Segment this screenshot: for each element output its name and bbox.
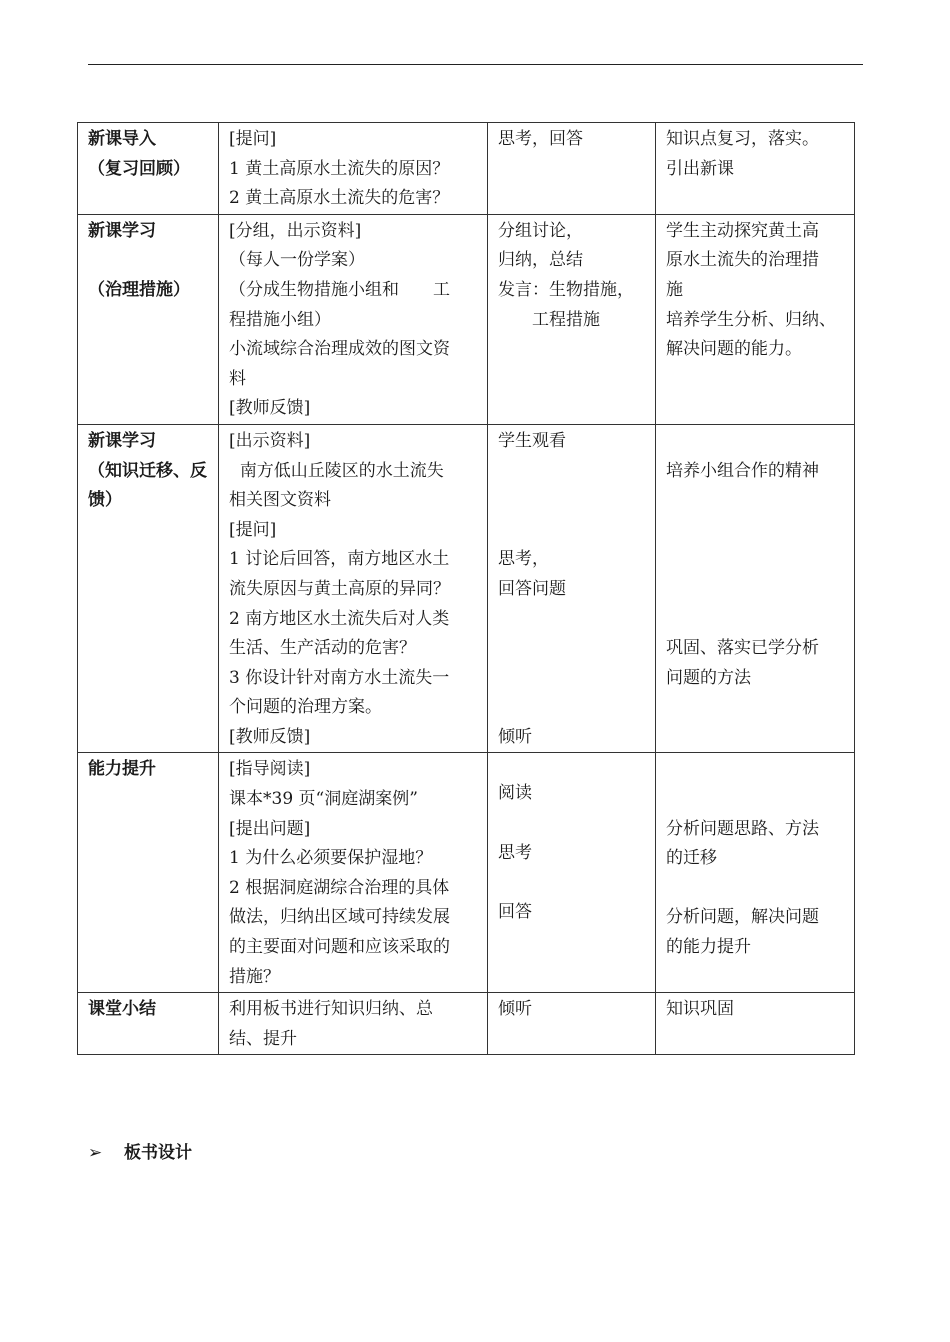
student-activity-cell: 分组讨论， 归纳，总结 发言：生物措施， 工程措施	[488, 214, 656, 424]
teacher-activity-cell: [提问] 1 黄土高原水土流失的原因？ 2 黄土高原水土流失的危害？	[219, 123, 488, 215]
stage-cell: 新课导入 （复习回顾）	[78, 123, 219, 215]
design-intent-cell: 知识巩固	[656, 993, 855, 1055]
student-activity-cell: 思考，回答	[488, 123, 656, 215]
table-row	[78, 424, 855, 753]
student-activity-cell: 阅读 思考 回答	[488, 753, 656, 993]
teacher-activity-cell: 利用板书进行知识归纳、总 结、提升	[219, 993, 488, 1055]
stage-cell: 能力提升	[78, 753, 219, 993]
board-design-title: 板书设计	[124, 1143, 192, 1163]
board-design-heading	[88, 1138, 192, 1163]
stage-cell: 新课学习 （知识迁移、反 馈）	[78, 424, 219, 753]
stage-cell: 课堂小结	[78, 993, 219, 1055]
table-row	[78, 993, 855, 1055]
stage-cell: 新课学习 （治理措施）	[78, 214, 219, 424]
design-intent-cell: 分析问题思路、方法 的迁移 分析问题，解决问题 的能力提升	[656, 753, 855, 993]
arrow-bullet-icon: ➢	[88, 1143, 103, 1163]
table-row	[78, 753, 855, 993]
teacher-activity-cell: [出示资料] 南方低山丘陵区的水土流失 相关图文资料 [提问] 1 讨论后回答，南方地区水土 流失原因与黄土高原的异同？ 2 南方地区水土流失后对人类 生活、生产活动的危害？ 3 你设计针对南方水土流失一 个问题的治理方案。 [教师反馈]	[219, 424, 488, 753]
teacher-activity-cell: [分组，出示资料] （每人一份学案） （分成生物措施小组和 工 程措施小组） 小流域综合治理成效的图文资 料 [教师反馈]	[219, 214, 488, 424]
header-rule	[88, 64, 863, 65]
table-row	[78, 123, 855, 215]
table-row	[78, 214, 855, 424]
design-intent-cell: 培养小组合作的精神 巩固、落实已学分析 问题的方法	[656, 424, 855, 753]
lesson-plan-table	[77, 122, 855, 1055]
student-activity-cell: 学生观看 思考， 回答问题 倾听	[488, 424, 656, 753]
student-activity-cell: 倾听	[488, 993, 656, 1055]
teacher-activity-cell: [指导阅读] 课本*39 页“洞庭湖案例” [提出问题] 1 为什么必须要保护湿地？ 2 根据洞庭湖综合治理的具体 做法，归纳出区域可持续发展 的主要面对问题和应该采取的 措施？	[219, 753, 488, 993]
design-intent-cell: 知识点复习，落实。 引出新课	[656, 123, 855, 215]
design-intent-cell: 学生主动探究黄土高 原水土流失的治理措 施 培养学生分析、归纳、 解决问题的能力。	[656, 214, 855, 424]
